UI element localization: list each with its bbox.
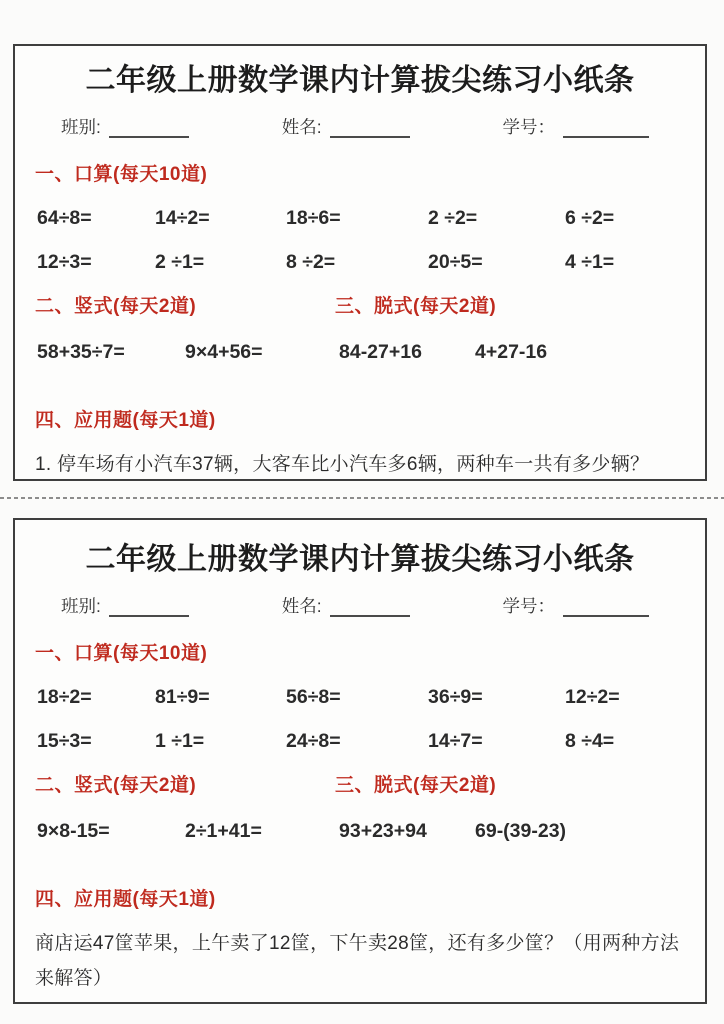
class-label: 班别:: [61, 596, 101, 616]
oral-problem: 18÷2=: [37, 686, 92, 708]
vertical-section-heading: 二、竖式(每天2道): [35, 296, 197, 317]
name-label: 姓名:: [281, 117, 322, 137]
oral-problem: 36÷9=: [428, 686, 483, 708]
oral-section-heading: 一、口算(每天10道): [35, 643, 208, 664]
student-info-row: [61, 116, 649, 138]
word-problem-text: 1. 停车场有小汽车37辆，大客车比小汽车多6辆，两种车一共有多少辆？: [35, 454, 650, 475]
word-problem-heading: 四、应用题(每天1道): [35, 410, 216, 431]
section-headings-row: [35, 770, 687, 797]
oral-problem: 56÷8=: [286, 686, 341, 708]
class-label: 班别:: [61, 117, 101, 137]
word-problem-heading: 四、应用题(每天1道): [35, 889, 216, 910]
vertical-section-heading: 二、竖式(每天2道): [35, 775, 197, 796]
oral-problem: 8 ÷2=: [286, 251, 336, 273]
worksheet-sheet-1: [13, 44, 707, 481]
student-id-label: 学号：: [502, 596, 555, 616]
written-problem: 9×4+56=: [185, 341, 263, 363]
student-id-field: [503, 595, 650, 617]
oral-problem: 15÷3=: [37, 730, 92, 752]
oral-problem: 14÷7=: [428, 730, 483, 752]
oral-problem: 18÷6=: [286, 207, 341, 229]
class-field: [61, 595, 189, 617]
oral-problem: 1 ÷1=: [155, 730, 205, 752]
worksheet-sheet-2: [13, 518, 707, 1004]
sheet-title: 二年级上册数学课内计算拔尖练习小纸条: [85, 64, 635, 97]
class-field: [61, 116, 189, 138]
oral-problem: 12÷3=: [37, 251, 92, 273]
class-blank-line: [109, 595, 189, 617]
oral-problem: 6 ÷2=: [565, 207, 615, 229]
cut-divider-line: [0, 497, 724, 499]
oral-problem: 64÷8=: [37, 207, 92, 229]
written-problem: 58+35÷7=: [37, 341, 125, 363]
written-problems-row: [37, 341, 687, 364]
name-field: [282, 116, 410, 138]
student-id-blank-line: [563, 595, 649, 617]
student-info-row: [61, 595, 649, 617]
student-id-field: [503, 116, 650, 138]
written-problem: 2÷1+41=: [185, 820, 262, 842]
student-id-label: 学号：: [502, 117, 555, 137]
name-blank-line: [330, 116, 410, 138]
written-problem: 84-27+16: [339, 341, 422, 363]
oral-problems-grid: [37, 207, 687, 274]
written-problems-row: [37, 820, 687, 843]
oral-problem: 24÷8=: [286, 730, 341, 752]
transform-section-heading: 三、脱式(每天2道): [335, 296, 497, 317]
oral-section-heading: 一、口算(每天10道): [35, 164, 208, 185]
sheet-title: 二年级上册数学课内计算拔尖练习小纸条: [85, 543, 635, 576]
class-blank-line: [109, 116, 189, 138]
oral-problem: 14÷2=: [155, 207, 210, 229]
name-label: 姓名:: [281, 596, 322, 616]
word-problem-text: 商店运47筐苹果，上午卖了12筐，下午卖28筐，还有多少筐？（用两种方法来解答）: [35, 933, 680, 989]
oral-problem: 81÷9=: [155, 686, 210, 708]
name-blank-line: [330, 595, 410, 617]
oral-problem: 2 ÷2=: [428, 207, 478, 229]
transform-section-heading: 三、脱式(每天2道): [335, 775, 497, 796]
oral-problem: 2 ÷1=: [155, 251, 205, 273]
oral-problem: 8 ÷4=: [565, 730, 615, 752]
oral-problem: 12÷2=: [565, 686, 620, 708]
oral-problems-grid: [37, 686, 687, 753]
name-field: [282, 595, 410, 617]
written-problem: 4+27-16: [475, 341, 548, 363]
oral-problem: 4 ÷1=: [565, 251, 615, 273]
written-problem: 9×8-15=: [37, 820, 110, 842]
written-problem: 69-(39-23): [475, 820, 567, 842]
student-id-blank-line: [563, 116, 649, 138]
written-problem: 93+23+94: [339, 820, 427, 842]
oral-problem: 20÷5=: [428, 251, 483, 273]
section-headings-row: [35, 291, 687, 318]
